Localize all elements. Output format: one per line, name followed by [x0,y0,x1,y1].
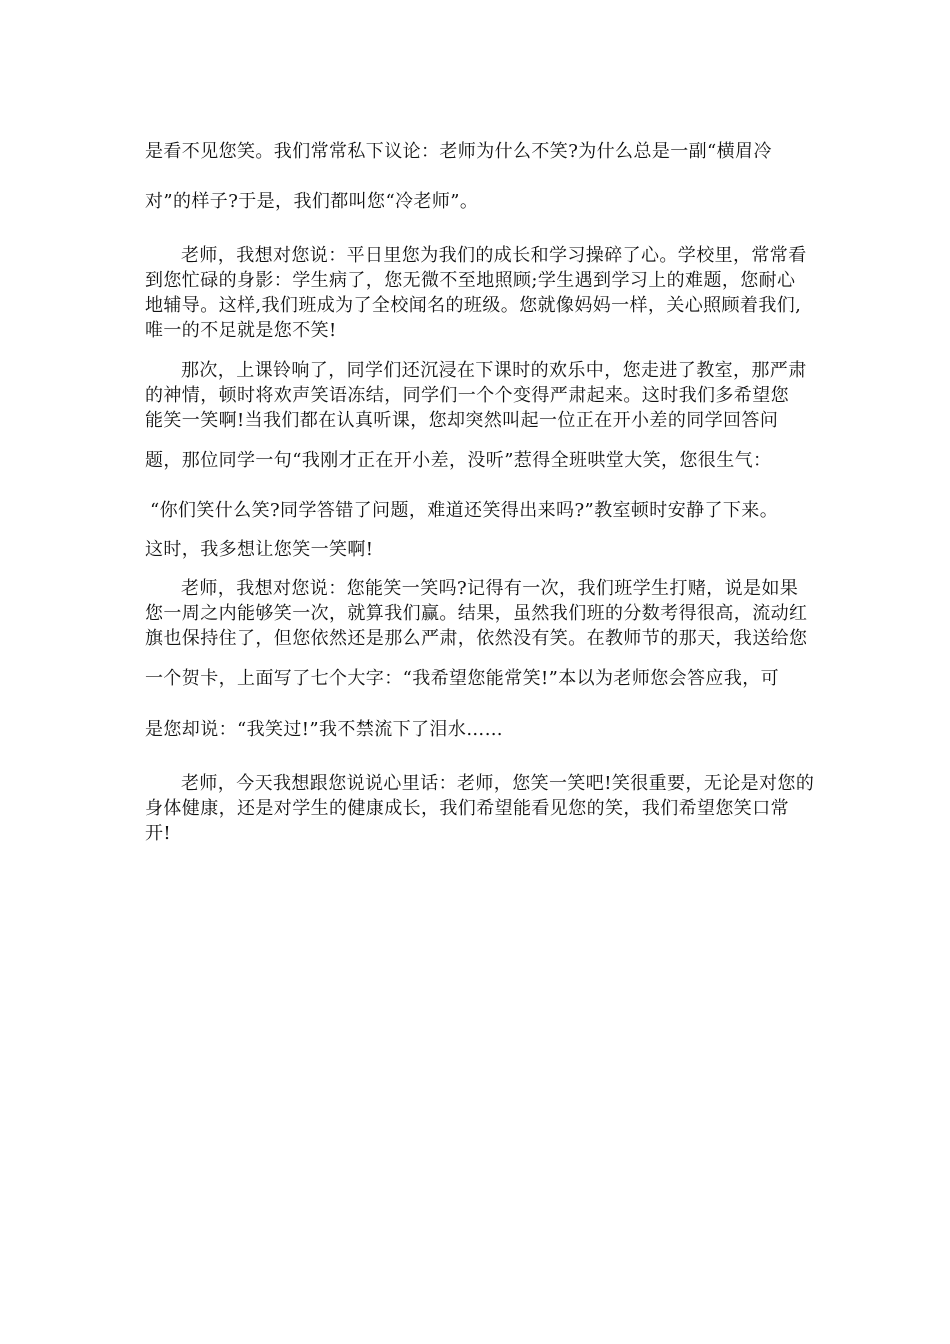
text-line: 一个贺卡，上面写了七个大字：“我希望您能常笑!”本以为老师您会答应我，可 [145,668,780,689]
text-line: 开! [145,823,172,844]
text-line: 那次，上课铃响了，同学们还沉浸在下课时的欢乐中，您走进了教室，那严肃 [181,360,807,381]
text-line: 到您忙碌的身影：学生病了，您无微不至地照顾;学生遇到学习上的难题，您耐心 [145,270,796,291]
text-line: 这时，我多想让您笑一笑啊! [145,539,374,560]
text-line: 您一周之内能够笑一次，就算我们赢。结果，虽然我们班的分数考得很高，流动红 [145,603,808,624]
text-line: 题，那位同学一句“我刚才正在开小差，没听”惹得全班哄堂大笑，您很生气： [145,450,772,471]
text-line: 唯一的不足就是您不笑! [145,320,337,341]
text-line: 老师，今天我想跟您说说心里话：老师，您笑一笑吧!笑很重要，无论是对您的 [181,773,815,794]
text-line: 身体健康，还是对学生的健康成长，我们希望能看见您的笑，我们希望您笑口常 [145,798,789,819]
text-line: 旗也保持住了，但您依然还是那么严肃，依然没有笑。在教师节的那天，我送给您 [145,628,808,649]
text-line: 老师，我想对您说：您能笑一笑吗?记得有一次，我们班学生打赌，说是如果 [181,578,799,599]
text-line: 地辅导。这样,我们班成为了全校闻名的班级。您就像妈妈一样，关心照顾着我们, [145,295,802,316]
text-line: “你们笑什么笑?同学答错了问题，难道还笑得出来吗?”教室顿时安静了下来。 [150,500,779,521]
text-line: 对”的样子?于是，我们都叫您“冷老师”。 [145,191,479,212]
text-line: 的神情，顿时将欢声笑语冻结，同学们一个个变得严肃起来。这时我们多希望您 [145,385,789,406]
text-line: 老师，我想对您说：平日里您为我们的成长和学习操碎了心。学校里，常常看 [181,245,807,266]
text-line: 能笑一笑啊!当我们都在认真听课，您却突然叫起一位正在开小差的同学回答问 [145,410,779,431]
text-line: 是您却说：“我笑过!”我不禁流下了泪水…… [145,719,504,740]
text-line: 是看不见您笑。我们常常私下议论：老师为什么不笑?为什么总是一副“横眉冷 [145,141,772,162]
